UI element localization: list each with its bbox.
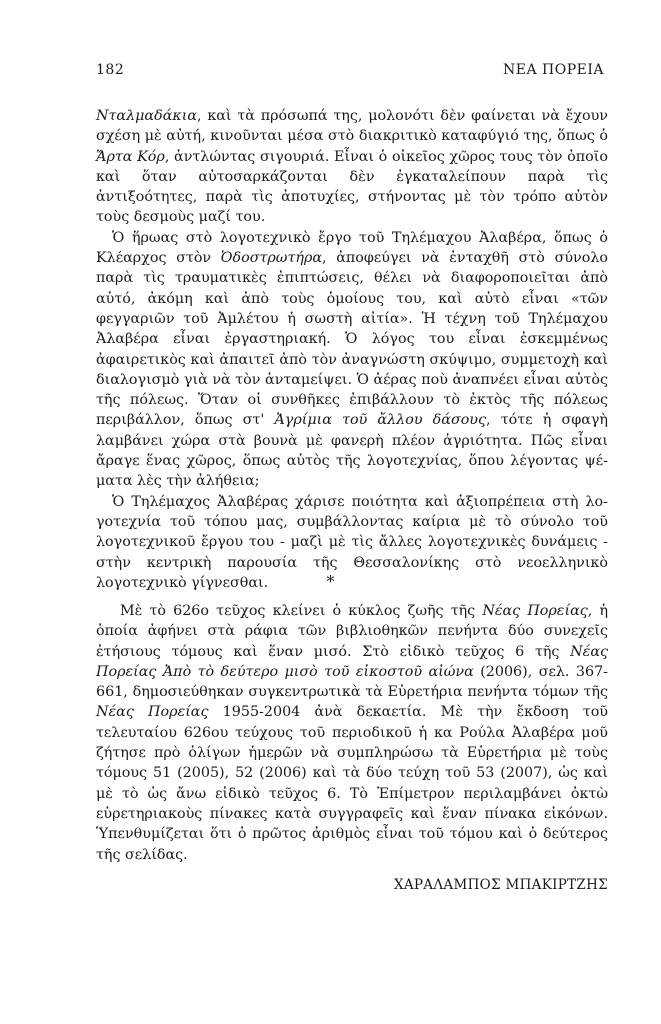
page-header — [96, 62, 604, 82]
text-span: 1955-2004 ἀνὰ δεκαετία. Μὲ τὴν ἔκδοση τοῦ τελευταίου 626ου τεύχους τοῦ περιοδικοῦ ἡ κα Ρούλα Ἀλαβέρα μοῦ ζήτησε πρὸ ὀλίγων ἡμερῶν νὰ συμπληρώσω τὰ Εὑρετήρια μὲ τοὺς τόμους 51 (2005), 52 (2006) καὶ τὰ δύο τεύχη τοῦ 53 (2007), ὡς καὶ μὲ τὸ ὡς ἄνω εἰδικὸ τεῦχος 6. Τὸ Ἐπίμετρον περιλαμβάνει ὀκτὼ εὑρετηριακοὺς πίνακες κατὰ συγγραφεῖς καὶ ἕναν πίνακα εἰκόνων. Ὑπενθυμίζεται ὅτι ὁ πρῶτος ἀριθμὸς εἶναι τοῦ τόμου καὶ ὁ δεύτερος τῆς σελίδας. — [96, 704, 608, 863]
text-span: , ἀντλώντας σιγουριά. Εἶναι ὁ οἰκεῖος χῶρος τους τὸν ὁποῖο καὶ ὅταν αὐτοσαρκάζονται δὲν ἐγκαταλείπουν παρὰ τὶς ἀντιξοότητες, παρὰ τὶς ἀποτυχίες, στήνοντας μὲ τὸν τρόπο αὐτὸν τοὺς δεσμοὺς μαζί του. — [96, 148, 608, 226]
text-span: , τότε ἡ σφαγὴ λαμβάνει χώρα στὰ βουνὰ μὲ φανερὴ πλέον ἀγριότητα. Πῶς εἶναι ἄραγε ἕνας χῶρος, ὅπως αὐτὸς τῆς λογοτεχνίας, ὅπου λέγοντας ψέματα λὲς τὴν ἀλήθεια; — [96, 412, 608, 490]
paragraph — [96, 228, 608, 492]
section-separator: * — [326, 572, 335, 591]
paragraph — [96, 106, 608, 228]
italic-title-span: Νέας Πορείας — [482, 603, 588, 619]
text-span: , ἀποφεύγει νὰ ἐνταχθῆ στὸ σύνολο παρὰ τὶς τραυματικὲς ἐπιπτώσεις, θέλει νὰ διαφοροποιεῖται ἀπὸ αὐτό, ἀκόμη καὶ ἀπὸ τοὺς ὁμοίους του, καὶ αὐτὸ εἶναι «τῶν φεγγαριῶν τοῦ Ἀμλέτου ἡ σωστὴ αἰτία». Ἡ τέχνη τοῦ Τηλέμαχου Ἀλαβέρα εἶναι ἐργαστηριακή. Ὁ λόγος του εἶναι ἐσκεμμένως ἀφαιρετικὸς καὶ ἀπαιτεῖ ἀπὸ τὸν ἀναγνώστη σκύψιμο, συμμετοχὴ καὶ διαλογισμὸ γιὰ νὰ τὸν ἀνταμείψει. Ὁ ἀέρας ποὺ ἀναπνέει εἶναι αὐτὸς τῆς πόλεως. Ὅταν οἱ συνθῆκες ἐπιβάλλουν τὸ ἐκτὸς τῆς πόλεως περιβάλλον, ὅπως στ' — [96, 250, 608, 429]
text-span: , καὶ τὰ πρόσωπά της, μολονότι δὲν φαίνεται νὰ ἔχουν σχέση μὲ αὐτή, κινοῦνται μέσα στὸ διακριτικὸ καταφύγιό της, ὅπως ὁ — [96, 108, 608, 145]
author-signature: ΧΑΡΑΛΑΜΠΟΣ ΜΠΑΚΙΡΤΖΗΣ — [393, 877, 608, 893]
italic-title-span: Ἄρτα Κόρ — [96, 148, 165, 165]
text-span: Μὲ τὸ 626ο τεῦχος κλείνει ὁ κύκλος ζωῆς τῆς — [120, 603, 483, 619]
text-span: (2006), σελ. 367- 661, δημοσιεύθηκαν συγκεντρωτικὰ τὰ Εὑρετήρια πενήντα τόμων τῆς — [96, 663, 609, 701]
paragraph — [96, 601, 608, 865]
text-span: , ἡ ὁποία ἀφήνει στὰ ράφια τῶν βιβλιοθηκῶν πενήντα δύο συνεχεῖς ἐτήσιους τόμους καὶ ἕναν μισό. Στὸ εἰδικὸ τεῦχος 6 τῆς — [96, 603, 609, 660]
italic-title-span: Ἀγρίμια τοῦ ἄλλου δάσους — [274, 412, 487, 429]
editorial-note — [96, 601, 608, 865]
text-span: Ὁ Τηλέμαχος Ἀλαβέρας χάρισε ποιότητα καὶ ἀξιοπρέπεια στὴ λογοτεχνία τοῦ τόπου μας, συμβάλλοντας καίρια μὲ τὸ σύνολο τοῦ λογοτεχνικοῦ ἔργου του - μαζὶ μὲ τὶς ἄλλες λογοτεχνικὲς δυνάμεις - στὴν κεντρικὴ παρουσία τῆς Θεσσαλονίκης στὸ νεοελληνικὸ λογοτεχνικὸ γίγνεσθαι. — [96, 493, 608, 591]
italic-title-span: Ὀδοστρωτήρα — [220, 250, 322, 267]
italic-title-span: Νταλμαδάκια — [96, 108, 197, 124]
page-number: 182 — [96, 62, 125, 78]
text-span: Ὁ ἥρωας στὸ λογοτεχνικὸ ἔργο τοῦ Τηλέμαχου Ἀλαβέρα, ὅπως ὁ Κλέαρχος στὸν — [96, 229, 608, 267]
italic-title-span: Νέας Πορείας Ἀπὸ τὸ δεύτερο μισὸ τοῦ εἰκοστοῦ αἰώνα — [96, 643, 608, 680]
running-title: ΝΕΑ ΠΟΡΕΙΑ — [503, 62, 604, 78]
article-body — [96, 106, 608, 593]
italic-title-span: Νέας Πορείας — [96, 704, 209, 721]
